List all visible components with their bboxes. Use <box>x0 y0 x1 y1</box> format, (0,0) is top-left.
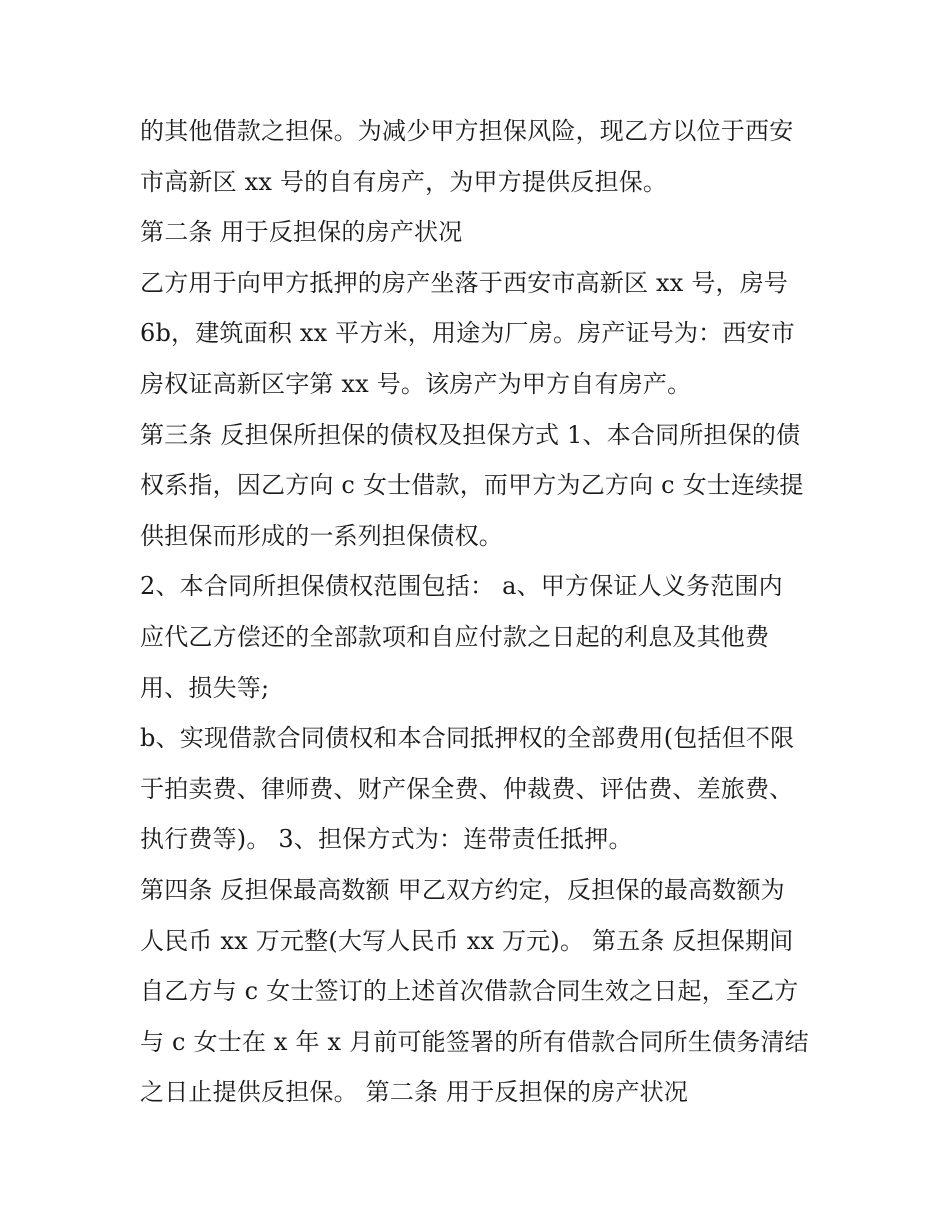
section-heading: 第二条 用于反担保的房产状况 <box>140 218 463 247</box>
text-line: 乙方用于向甲方抵押的房产坐落于西安市高新区 xx 号，房号 <box>140 268 789 297</box>
text-line: 第四条 反担保最高数额 甲乙双方约定，反担保的最高数额为 <box>140 875 785 904</box>
text-line: 与 c 女士在 x 年 x 月前可能签署的所有借款合同所生债务清结 <box>140 1027 809 1056</box>
text-line: 2、本合同所担保债权范围包括： a、甲方保证人义务范围内 <box>140 572 783 601</box>
text-line: 6b，建筑面积 xx 平方米，用途为厂房。房产证号为：西安市 <box>140 319 795 348</box>
text-line: 应代乙方偿还的全部款项和自应付款之日起的利息及其他费 <box>140 622 770 651</box>
text-line: 的其他借款之担保。为减少甲方担保风险，现乙方以位于西安 <box>140 117 794 145</box>
document-body <box>140 106 820 1118</box>
text-line: 房权证高新区字第 xx 号。该房产为甲方自有房产。 <box>140 369 692 398</box>
text-line: 自乙方与 c 女士签订的上述首次借款合同生效之日起，至乙方 <box>140 977 799 1006</box>
text-line: 第三条 反担保所担保的债权及担保方式 1、本合同所担保的债 <box>140 420 801 449</box>
text-line: 权系指，因乙方向 c 女士借款，而甲方为乙方向 c 女士连续提 <box>140 471 804 500</box>
text-line: 于拍卖费、律师费、财产保全费、仲裁费、评估费、差旅费、 <box>140 774 794 803</box>
text-line: 执行费等)。 3、担保方式为：连带责任抵押。 <box>140 825 633 854</box>
text-line: 用、损失等; <box>140 673 270 702</box>
text-line: b、实现借款合同债权和本合同抵押权的全部费用(包括但不限 <box>140 724 795 753</box>
text-line: 人民币 xx 万元整(大写人民币 xx 万元)。 第五条 反担保期间 <box>140 926 794 955</box>
text-line: 供担保而形成的一系列担保债权。 <box>140 521 503 550</box>
text-line: 市高新区 xx 号的自有房产，为甲方提供反担保。 <box>140 167 668 196</box>
text-line: 之日止提供反担保。 第二条 用于反担保的房产状况 <box>140 1078 689 1107</box>
